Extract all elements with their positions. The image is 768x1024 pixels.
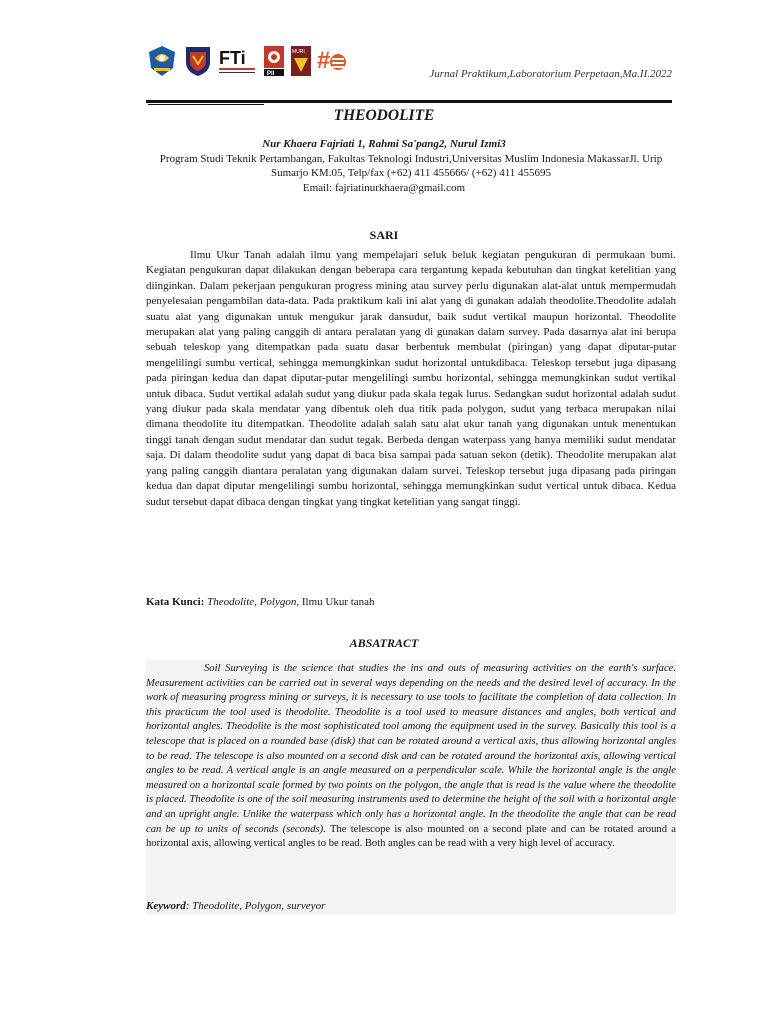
- sari-heading: SARI: [369, 228, 399, 242]
- keyword-label: Keyword: [146, 900, 186, 912]
- kampus-merdeka-logo-icon: [317, 43, 347, 79]
- abstract-normal-text: The telescope is also mounted on a second plate and can be rotated around a horizontal axis, allowing vertical angles to be read. Both angles can be read with a very high level of accuracy.: [146, 823, 676, 850]
- pii-logo-icon: [263, 43, 285, 79]
- affiliation: Program Studi Teknik Pertambangan, Fakultas Teknologi Industri,Universitas Muslim Indonesia MakassarJl. Urip Sumarjo KM.05, Telp/fax (+62) 411 455666/ (+62) 411 455695: [159, 153, 663, 179]
- journal-name: Jurnal Praktikum,Laboratorium Perpetaan,Ma.II.2022: [429, 68, 672, 80]
- header-rule-thin: [148, 104, 264, 105]
- kata-kunci-label: Kata Kunci:: [146, 596, 205, 608]
- sari-body: [146, 248, 676, 510]
- kata-kunci: [146, 596, 375, 608]
- abstract-italic-text: Soil Surveying is the science that studies the ins and outs of measuring activities on the earth's surface. Measurement activities can be carried out in several ways depending on the needs and the desired level of accuracy. In the work of measuring progress mining or surveys, it is necessary to use tools to facilitate the completion of data collection. In this practicum the tool used is theodolite. Theodolite is a tool used to measure distances and angles, both vertical and horizontal angles. Theodolite is the most sophisticated tool among the equipment used in the survey. Basically this tool is a telescope that is placed on a rounded base (disk) that can be rotated around a vertical axis, thus allowing horizontal angles to be read. The telescope is also mounted on a second disk and can be rotated around the horizontal axis, allowing vertical angles to be read. A vertical angle is an angle measured on a perpendicular scale. While the horizontal angle is the angle measured on a horizontal scale formed by two points on the polygon, the angle that is read is the value where the theodolite is placed. Theodolite is one of the soil measuring instruments used to determine the height of the soil with a horizontal angle and an upright angle. Unlike the waterpass which only has a horizontal angle. In the theodolite the angle that can be read can be up to units of seconds (seconds).: [146, 663, 676, 835]
- header-rule: [146, 100, 672, 103]
- keyword-terms: : Theodolite, Polygon, surveyor: [185, 900, 326, 912]
- fti-logo-icon: [218, 43, 258, 79]
- kata-kunci-terms: Theodolite, Polygon,: [207, 596, 300, 608]
- authors: Nur Khaera Fajriati 1, Rahmi Sa'pang2, Nurul Izmi3: [262, 138, 506, 150]
- abstract-heading: ABSATRACT: [349, 636, 419, 650]
- kata-kunci-rest: Ilmu Ukur tanah: [299, 596, 375, 608]
- logo-strip: [146, 42, 347, 80]
- svg-text:#: #: [317, 47, 331, 74]
- email: Email: fajriatinurkhaera@gmail.com: [302, 182, 466, 194]
- svg-text:FTi: FTi: [219, 48, 246, 68]
- university-emblem-icon: [146, 43, 178, 79]
- svg-text:MURI: MURI: [292, 49, 305, 55]
- muri-logo-icon: [290, 43, 312, 79]
- abstract-body: [146, 662, 676, 852]
- paper-title: THEODOLITE: [333, 107, 435, 124]
- keyword-line: [146, 900, 325, 912]
- shield-emblem-icon: [183, 43, 213, 79]
- sari-paragraph: Ilmu Ukur Tanah adalah ilmu yang mempelajari seluk beluk kegiatan pengukuran di permukaan bumi. Kegiatan pengukuran dapat dilakukan dengan beberapa cara tergantung kepada kebutuhan dan tingkat ketelitian yang diinginkan. Dalam pekerjaan pengukuran progress mining atau survey perlu digunakan alat-alat untuk mempermudah penyelesaian pengambilan data-data. Pada praktikum kali ini alat yang di gunakan adalah theodolite.Theodolite adalah suatu alat yang digunakan untuk mengukur jarak dansudut, baik sudut vertikal maupun horizontal. Theodolite merupakan alat yang paling canggih di antara peralatan yang di gunakan dalam survey. Pada dasarnya alat ini berupa sebuah teleskop yang ditempatkan pada suatu dasar berbentuk membulat (piringan) yang dapat diputar-putar mengelilingi sumbu vertical, sehingga memungkinkan sudut horizontal untukdibaca. Teleskop tersebut juga dipasang pada piringan kedua dan dapat diputar-putar mengelilingi sumbu horizontal, sehingga memungkinkan sudut vertikal untuk dibaca. Sudut vertikal adalah sudut yang diukur pada skala tegak lurus. Sedangkan sudut horizontal adalah sudut yang diukur pada skala mendatar yang dibentuk oleh dua titik pada polygon, sudut yang terbaca merupakan nilai dimana theodolite itu ditempatkan. Theodolite adalah salah satu alat ukur tanah yang digunakan untuk menentukan tinggi tanah dengan sudut mendatar dan sudut tegak. Berbeda dengan waterpass yang hanya memiliki sudut mendatar saja. Di dalam theodolite sudut yang dapat di baca bisa sampai pada satuan sekon (detik). Theodolite merupakan alat yang paling canggih diantara peralatan yang digunakan dalam survei. Teleskop tersebut juga dipasang pada piringan kedua dan dapat diputar mengelilingi sumbu horizontal, sehingga memungkinkan sudut vertical untuk dibaca. Kedua sudut tersebut dapat dibaca dengan tingkat yang tingkat ketelitian yang sangat tinggi.: [146, 249, 676, 508]
- svg-text:PII: PII: [267, 71, 275, 77]
